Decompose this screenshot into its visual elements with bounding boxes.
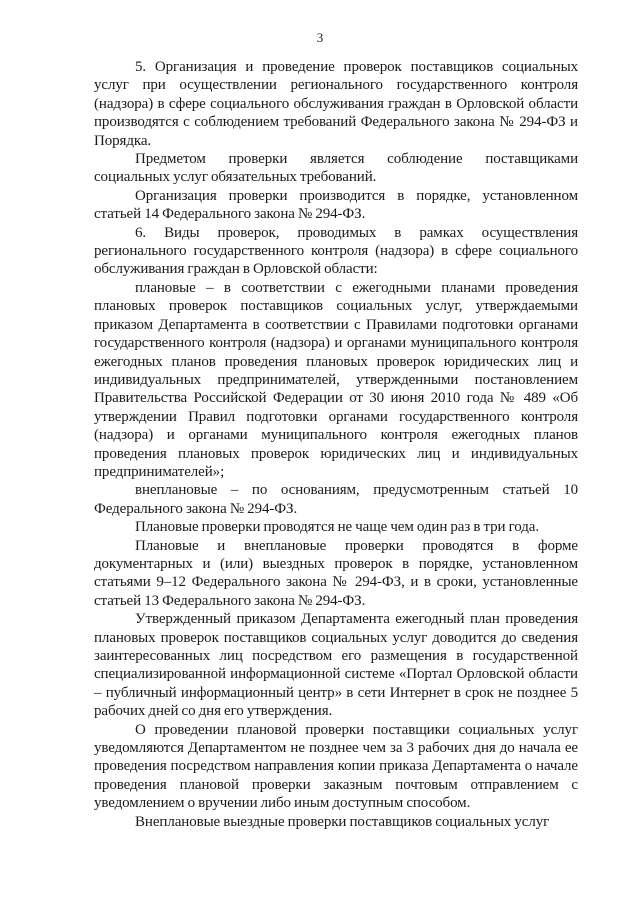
- paragraph-inspection-subject: Предметом проверки является соблюдение поставщиками социальных услуг обязательных требований.: [94, 151, 578, 186]
- paragraph-inspection-types: 6. Виды проверок, проводимых в рамках осуществления регионального государственного контроля (надзора) в сфере социального обслуживания граждан в Орловской области:: [94, 224, 578, 278]
- paragraph-unscheduled-inspections: внеплановые – по основаниям, предусмотренным статьей 10 Федерального закона № 294-ФЗ.: [94, 482, 578, 517]
- document-body: [94, 58, 578, 831]
- paragraph-unscheduled-field-inspections: Внеплановые выездные проверки поставщиков социальных услуг: [135, 813, 550, 830]
- paragraph-annual-plan: Утвержденный приказом Департамента ежегодный план проведения плановых проверок поставщиков социальных услуг доводится до сведения заинтересованных лиц посредством его размещения в государственной специализированной информационной системе «Портал Орловской области – публичный информационный центр» в сети Интернет в срок не позднее 5 рабочих дней со дня его утверждения.: [94, 611, 578, 720]
- paragraph-organization-of-inspections: 5. Организация и проведение проверок поставщиков социальных услуг при осуществлении регионального государственного контроля (надзора) в сфере социального обслуживания граждан в Орловской области производятся с соблюдением требований Федерального закона № 294-ФЗ и Порядка.: [94, 59, 578, 149]
- paragraph-inspection-procedure: Организация проверки производится в порядке, установленном статьей 14 Федерального закона № 294-ФЗ.: [94, 187, 578, 223]
- paragraph-inspection-forms: Плановые и внеплановые проверки проводятся в форме документарных и (или) выездных проверок в порядке, установленном статьями 9–12 Федерального закона № 294-ФЗ, и в сроки, установленные статьей 13 Федерального закона № 294-ФЗ.: [94, 537, 578, 609]
- paragraph-planned-inspections: плановые – в соответствии с ежегодными планами проведения плановых проверок поставщиков социальных услуг, утверждаемыми приказом Департамента в соответствии с Правилами подготовки органами государственного контроля (надзора) и органами муниципального контроля ежегодных планов проведения плановых проверок юридических лиц и индивидуальных предпринимателей, утвержденными постановлением Правительства Российской Федерации от 30 июня 2010 года № 489 «Об утверждении Правил подготовки органами государственного контроля (надзора) и органами муниципального контроля ежегодных планов проведения плановых проверок юридических лиц и индивидуальных предпринимателей»;: [94, 279, 578, 480]
- paragraph-inspection-frequency: Плановые проверки проводятся не чаще чем один раз в три года.: [135, 519, 539, 536]
- page-number: 3: [316, 30, 324, 45]
- paragraph-notification: О проведении плановой проверки поставщики социальных услуг уведомляются Департаментом не позднее чем за 3 рабочих дня до начала ее проведения посредством направления копии приказа Департамента о начале проведения плановой проверки заказным почтовым отправлением с уведомлением о вручении либо иным доступным способом.: [94, 721, 578, 812]
